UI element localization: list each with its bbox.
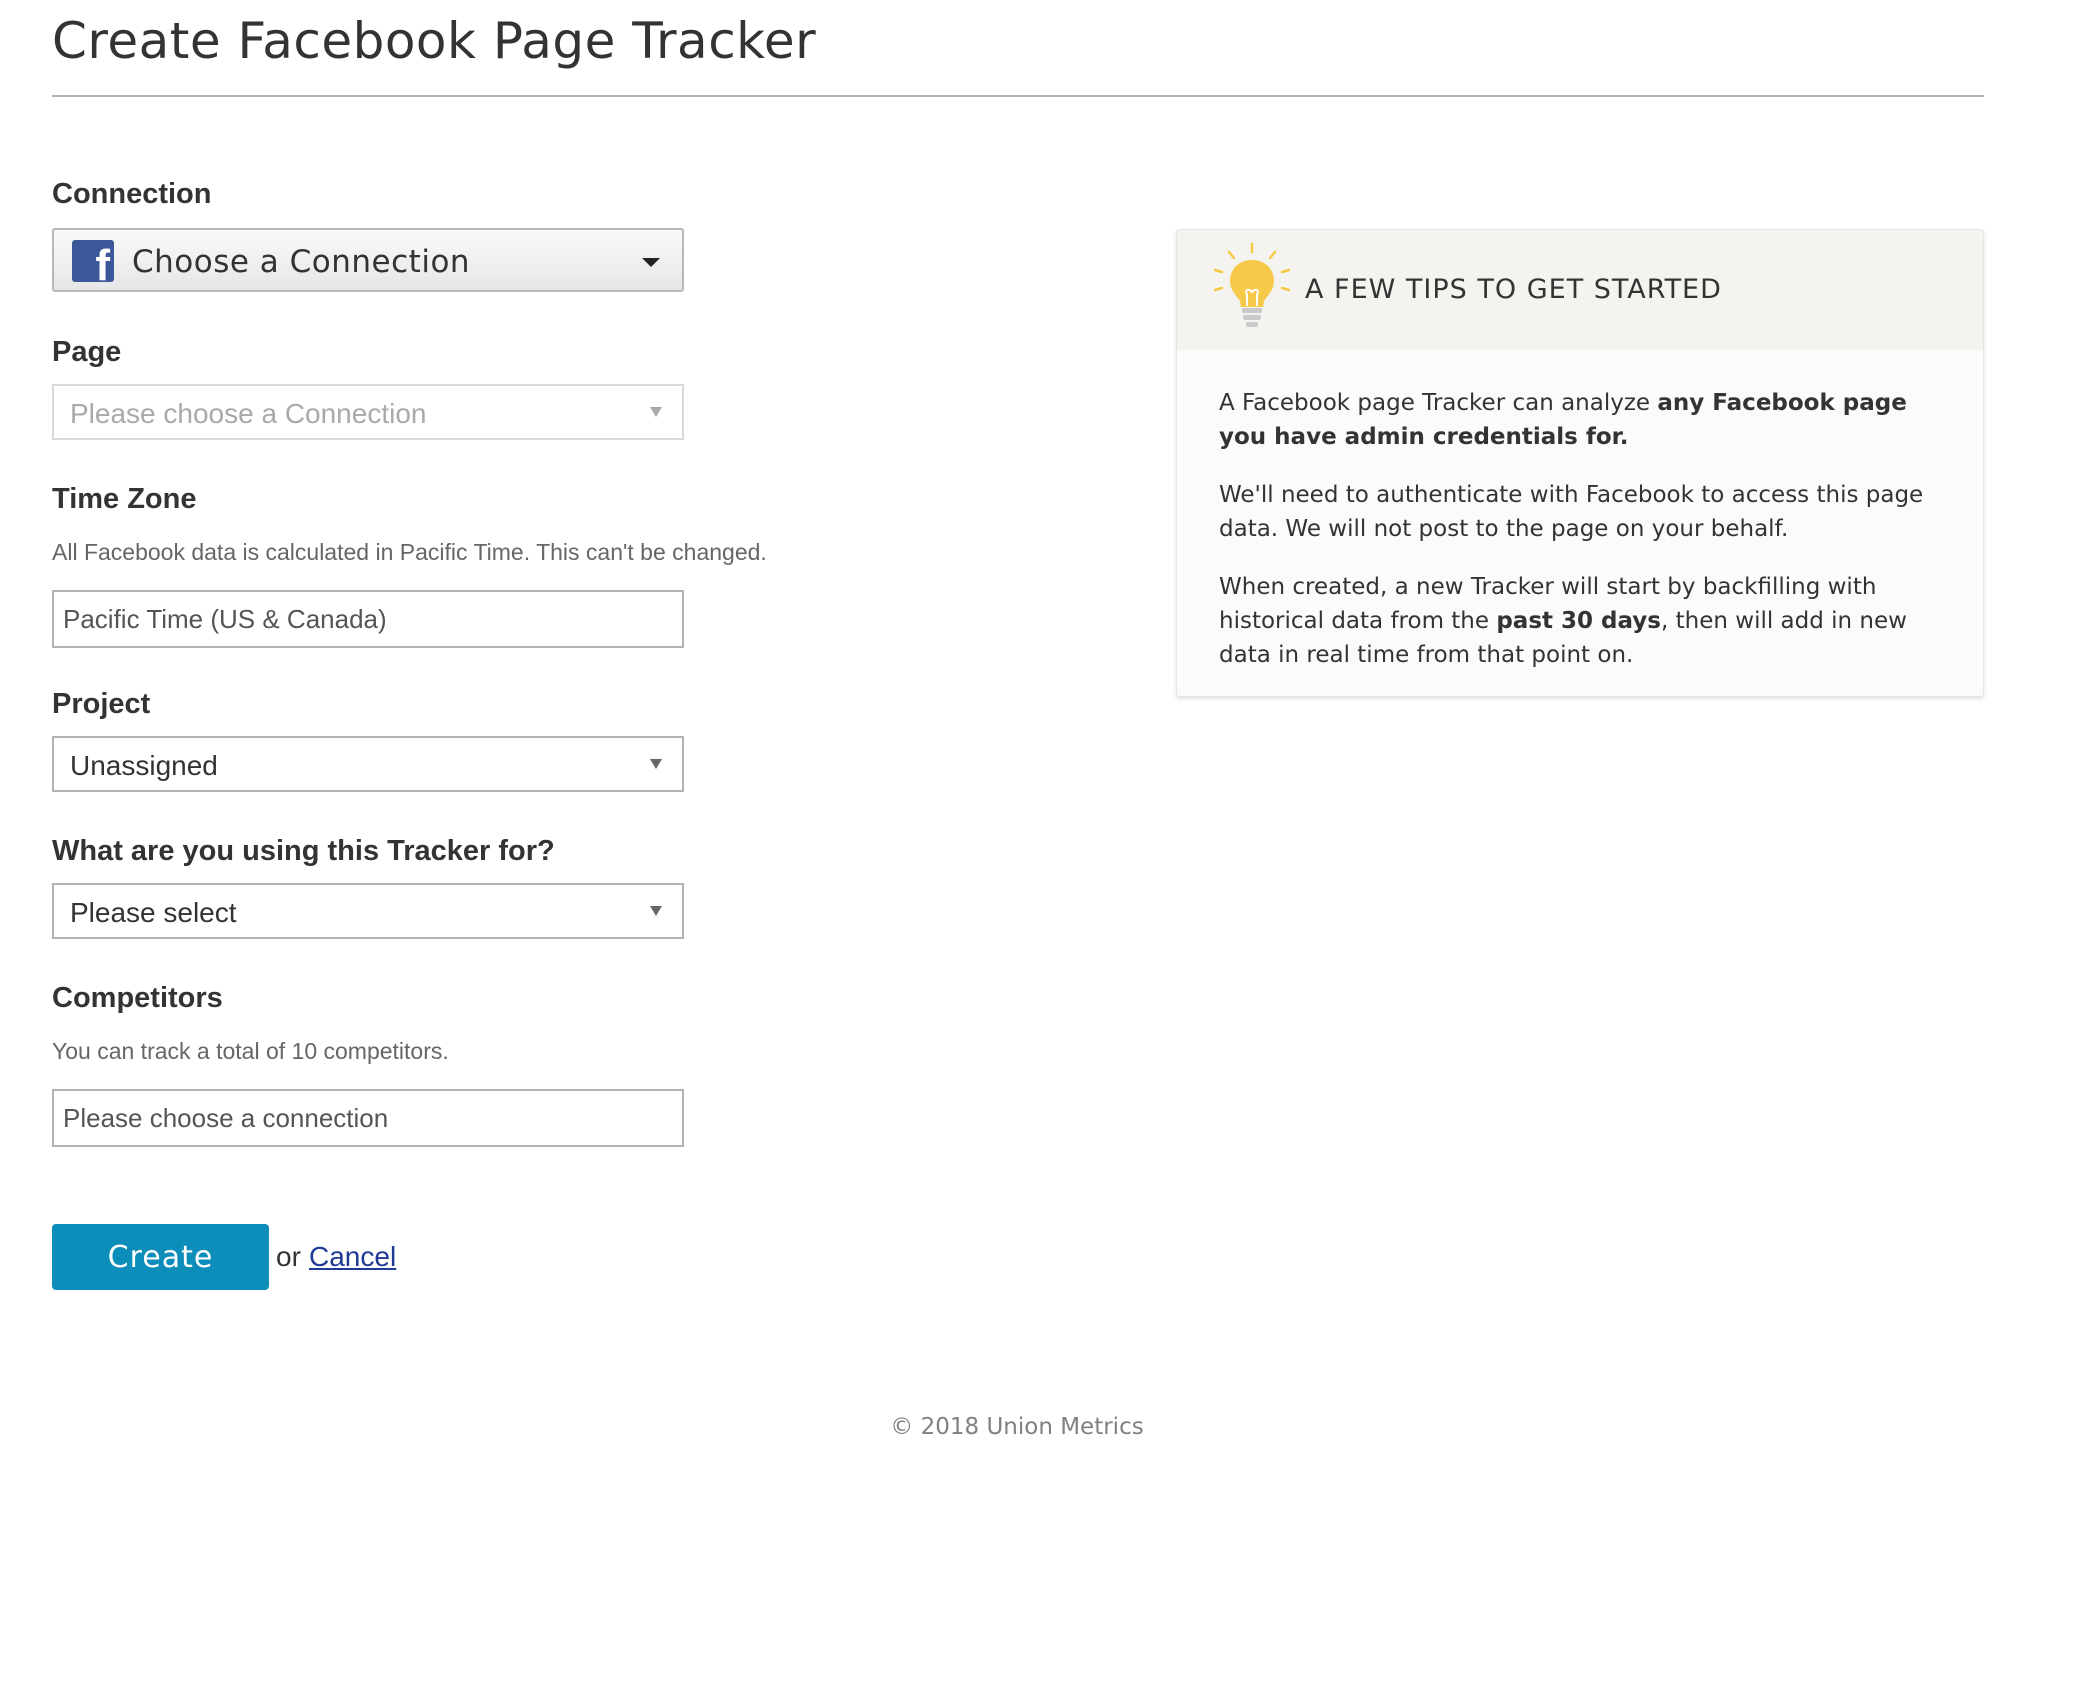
competitors-help: You can track a total of 10 competitors.: [52, 1038, 449, 1064]
facebook-icon: f: [72, 240, 114, 282]
tips-body: [1219, 386, 1949, 696]
project-label: Project: [52, 688, 151, 720]
time-zone-help: All Facebook data is calculated in Pacific Time. This can't be changed.: [52, 539, 767, 565]
or-text: or: [276, 1241, 301, 1272]
tips-header: [1177, 230, 1983, 350]
tip-paragraph: We'll need to authenticate with Facebook to access this page data. We will not post to the page on your behalf.: [1219, 482, 1924, 542]
cancel-link[interactable]: Cancel: [309, 1241, 397, 1272]
page-select: [52, 384, 684, 440]
create-button[interactable]: Create: [52, 1224, 269, 1290]
tracker-usage-select[interactable]: [52, 883, 684, 939]
chevron-down-icon: [650, 906, 662, 916]
tip-paragraph: When created, a new Tracker will start by backfilling with historical data from the past 30 days, then will add in new data in real time from that point on.: [1219, 574, 1907, 668]
tips-title: A FEW TIPS TO GET STARTED: [1305, 274, 1722, 305]
time-zone-label: Time Zone: [52, 483, 197, 515]
connection-select-value: Choose a Connection: [132, 244, 471, 280]
page-title: Create Facebook Page Tracker: [52, 12, 817, 70]
chevron-down-icon: [650, 759, 662, 769]
tracker-usage-select-value: Please select: [70, 897, 237, 928]
page-select-value: Please choose a Connection: [70, 398, 427, 429]
page-label: Page: [52, 336, 122, 368]
tracker-usage-label: What are you using this Tracker for?: [52, 835, 555, 867]
connection-label: Connection: [52, 178, 212, 210]
footer-copyright: © 2018 Union Metrics: [890, 1414, 1144, 1440]
title-divider: [52, 95, 1984, 97]
tip-paragraph: A Facebook page Tracker can analyze any Facebook page you have admin credentials for.: [1219, 390, 1907, 450]
competitors-input[interactable]: [52, 1089, 684, 1147]
project-select-value: Unassigned: [70, 750, 218, 781]
time-zone-input[interactable]: [52, 590, 684, 648]
tips-panel: [1176, 229, 1984, 697]
chevron-down-icon: [642, 258, 660, 267]
connection-select[interactable]: [52, 228, 684, 292]
project-select[interactable]: [52, 736, 684, 792]
competitors-label: Competitors: [52, 982, 223, 1014]
lightbulb-icon: [1207, 240, 1297, 336]
chevron-down-icon: [650, 407, 662, 417]
